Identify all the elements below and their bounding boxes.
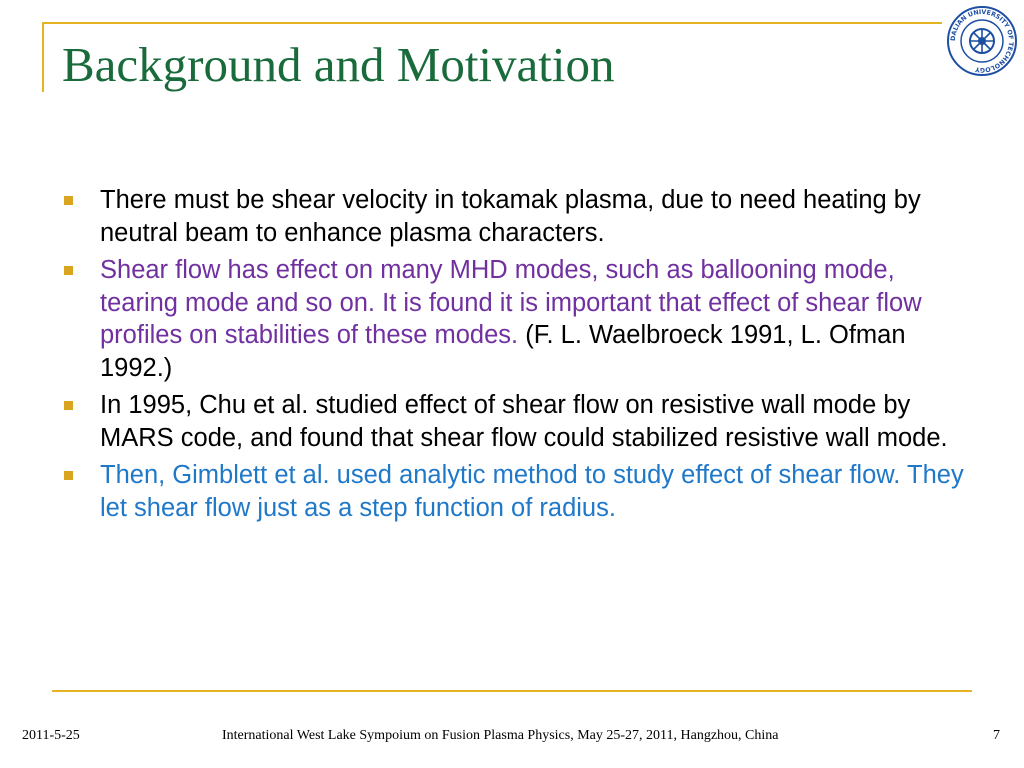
bullet-marker — [64, 471, 73, 480]
bullet-text-highlight: Then, Gimblett et al. used analytic method to study effect of shear flow. They let shear flow just as a step function of radius. — [100, 461, 964, 522]
bullet-text: There must be shear velocity in tokamak plasma, due to need heating by neutral beam to enhance plasma characters. — [100, 186, 921, 247]
footer-date: 2011-5-25 — [22, 728, 80, 743]
bullet-citation: (F. L. Waelbroeck 1991, L. Ofman 1992.) — [100, 321, 906, 382]
bullet-item — [64, 389, 964, 454]
left-decorative-rule — [42, 22, 44, 92]
top-decorative-rule — [42, 22, 942, 24]
footer-conference: International West Lake Sympoium on Fusion Plasma Physics, May 25-27, 2011, Hangzhou, China — [222, 728, 779, 743]
bullet-item — [64, 254, 964, 384]
bullet-list — [64, 184, 964, 529]
bullet-text-highlight: Shear flow has effect on many MHD modes, such as ballooning mode, tearing mode and so on. It is found it is important that effect of shear flow profiles on stabilities of these modes. — [100, 256, 922, 349]
logo-ring-text: DALIAN UNIVERSITY OF TECHNOLOGY — [949, 8, 1015, 74]
page-number: 7 — [993, 728, 1000, 743]
bullet-marker — [64, 266, 73, 275]
slide-title: Background and Motivation — [62, 37, 615, 92]
university-seal-icon — [946, 5, 1018, 77]
bullet-text: In 1995, Chu et al. studied effect of shear flow on resistive wall mode by MARS code, and found that shear flow could stabilized resistive wall mode. — [100, 391, 948, 452]
bullet-marker — [64, 196, 73, 205]
bullet-item — [64, 184, 964, 249]
bullet-item — [64, 459, 964, 524]
footer-rule — [52, 690, 972, 692]
bullet-marker — [64, 401, 73, 410]
